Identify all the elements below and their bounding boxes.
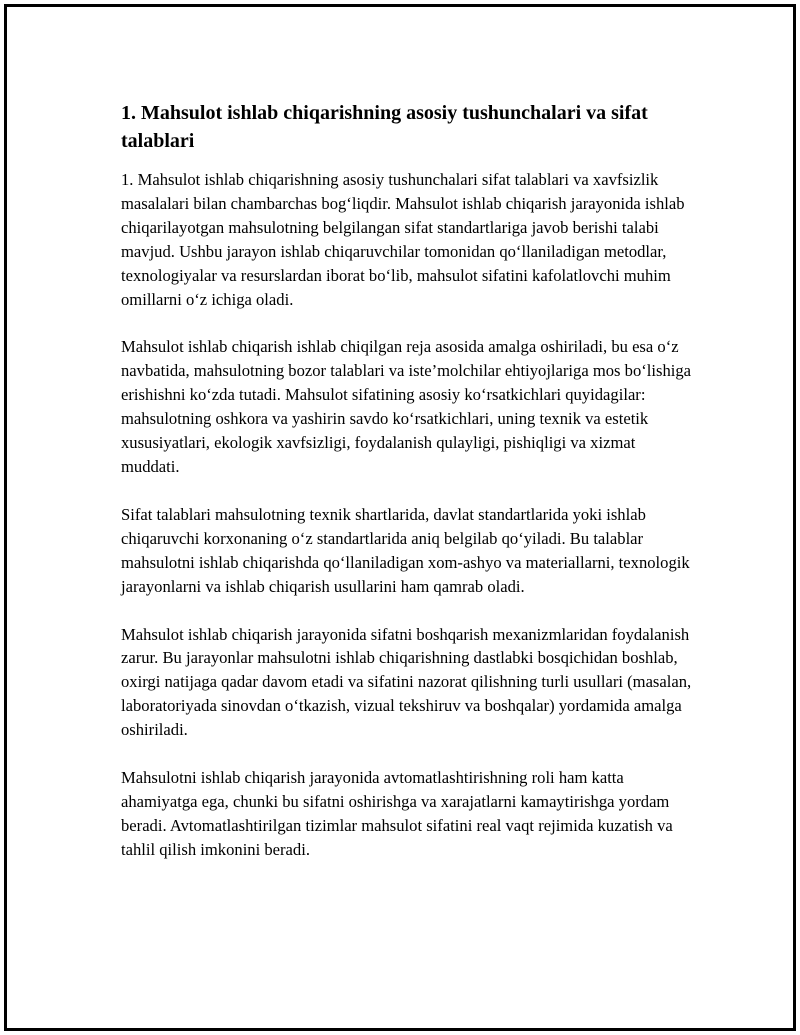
paragraph-1: 1. Mahsulot ishlab chiqarishning asosiy tushunchalari sifat talablari va xavfsizlik masalalari bilan chambarchas bog‘liqdir. Mahsulot ishlab chiqarish jarayonida ishlab chiqarilayotgan mahsulotning belgilangan sifat standartlariga javob berishi talabi mavjud. Ushbu jarayon ishlab chiqaruvchilar tomonidan qo‘llaniladigan metodlar, texnologiyalar va resurslardan iborat bo‘lib, mahsulot sifatini kafolatlovchi muhim omillarni o‘z ichiga oladi.	[121, 170, 685, 309]
paragraph-2: Mahsulot ishlab chiqarish ishlab chiqilgan reja asosida amalga oshiriladi, bu esa o‘z navbatida, mahsulotning bozor talablari va iste’molchilar ehtiyojlariga mos bo‘lishiga erishishni ko‘zda tutadi. Mahsulot sifatining asosiy ko‘rsatkichlari quyidagilar: mahsulotning oshkora va yashirin savdo ko‘rsatkichlari, uning texnik va estetik xususiyatlari, ekologik xavfsizligi, foydalanish qulayligi, pishiqligi va xizmat muddati.	[121, 337, 692, 476]
paragraph-5: Mahsulotni ishlab chiqarish jarayonida avtomatlashtirishning roli ham katta ahamiyatga ega, chunki bu sifatni oshirishga va xarajatlarni kamaytirishga yordam beradi. Avtomatlashtirilgan tizimlar mahsulot sifatini real vaqt rejimida kuzatish va tahlil qilish imkonini beradi.	[121, 768, 673, 859]
paragraph-3: Sifat talablari mahsulotning texnik shartlarida, davlat standartlarida yoki ishlab chiqaruvchi korxonaning o‘z standartlarida aniq belgilab qo‘yiladi. Bu talablar mahsulotni ishlab chiqarishda qo‘llaniladigan xom-ashyo va materiallarni, texnologik jarayonlarni va ishlab chiqarish usullarini ham qamrab oladi.	[121, 504, 690, 596]
paragraph-4: Mahsulot ishlab chiqarish jarayonida sifatni boshqarish mexanizmlaridan foydalanish zarur. Bu jarayonlar mahsulotni ishlab chiqarishning dastlabki bosqichidan boshlab, oxirgi natijaga qadar davom etadi va sifatini nazorat qilishning turli usullari (masalan, laboratoriyada sinovdan o‘tkazish, vizual tekshiruv va boshqalar) yordamida amalga oshiriladi.	[121, 624, 692, 740]
document-title: 1. Mahsulot ishlab chiqarishning asosiy tushunchalari va sifat talablari	[121, 102, 648, 152]
document-body	[121, 99, 693, 862]
document-page	[4, 4, 796, 1031]
